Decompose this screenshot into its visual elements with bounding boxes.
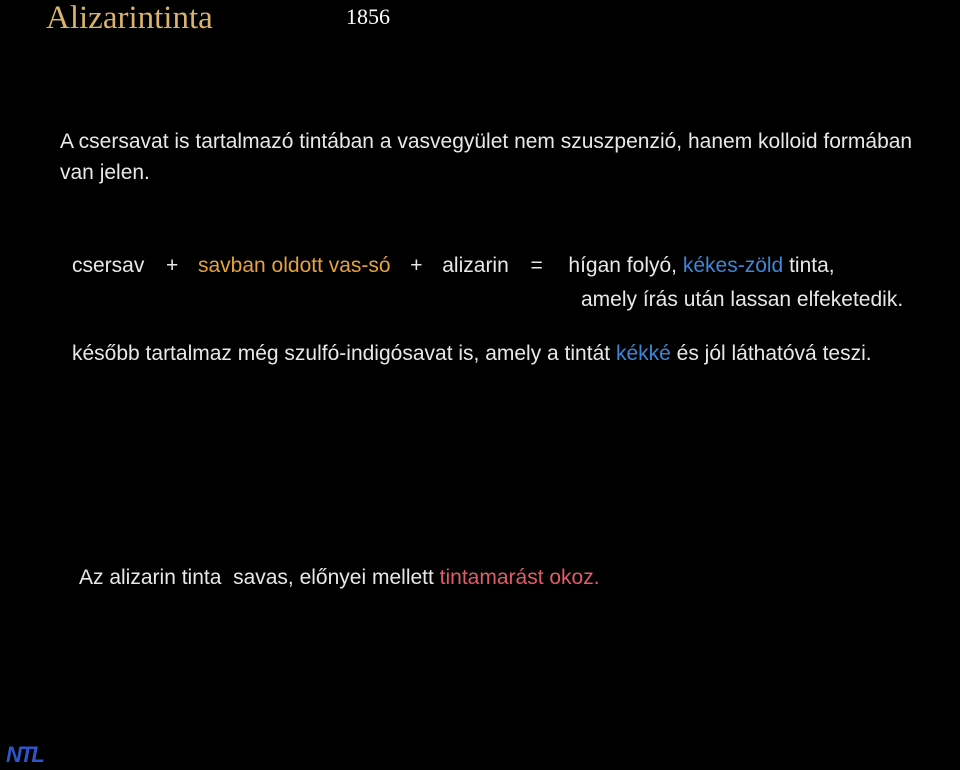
intro-paragraph: A csersavat is tartalmazó tintában a vasvegyület nem szuszpenzió, hanem kolloid formában van jelen. (60, 130, 913, 184)
product-post: tinta, (789, 254, 835, 277)
slide-year: 1856 (346, 4, 390, 29)
summary-highlight: tintamarást okoz. (439, 566, 600, 589)
plus-sign: + (166, 254, 179, 277)
summary-pre: Az alizarin tinta savas, előnyei mellett (79, 566, 434, 589)
equation-line-2: amely írás után lassan elfeketedik. (581, 288, 904, 311)
equals-sign: = (530, 254, 543, 277)
reactant-tannic-acid: csersav (72, 254, 145, 277)
ntl-logo (6, 740, 48, 766)
later-paragraph (72, 338, 952, 369)
product-color: kékes-zöld (682, 254, 784, 277)
slide-title: Alizarintinta (46, 0, 213, 36)
reactant-iron-salt: savban oldott vas-só (198, 254, 391, 277)
reactant-alizarin: alizarin (442, 254, 509, 277)
equation-line-1 (72, 254, 835, 278)
plus-sign: + (410, 254, 423, 277)
later-pre: később tartalmaz még szulfó-indigósavat is, amely a tintát (72, 342, 611, 365)
later-highlight: kékké (615, 342, 671, 365)
later-post: és jól láthatóvá teszi. (676, 342, 872, 365)
summary-line (79, 566, 600, 590)
svg-text:NTL: NTL (6, 742, 43, 766)
product-pre: hígan folyó, (568, 254, 678, 277)
